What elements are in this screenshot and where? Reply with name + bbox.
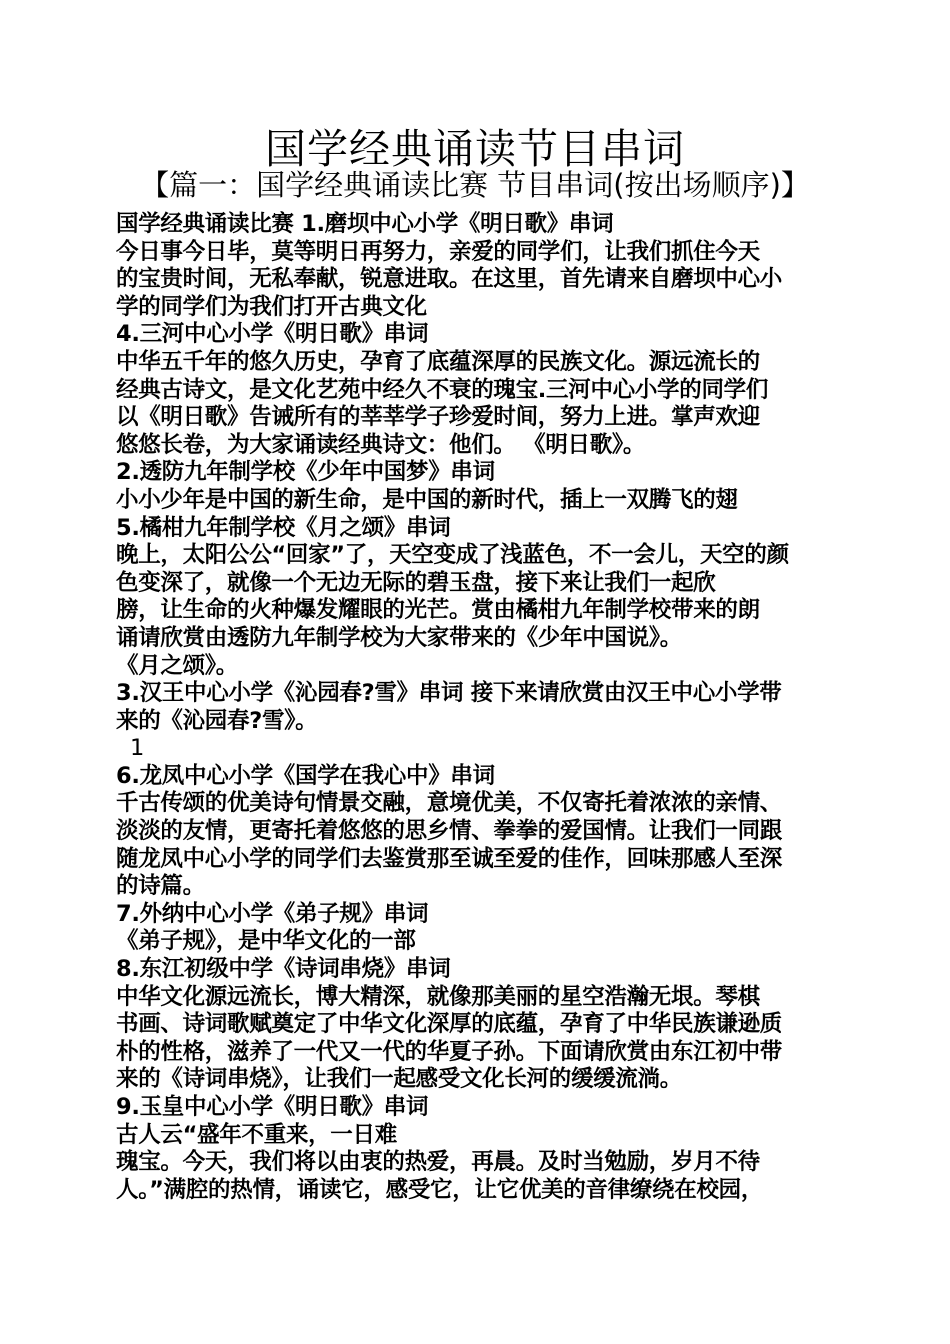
text-line: 6.龙凤中心小学《国学在我心中》串词	[116, 762, 495, 789]
text-line: 瑰宝。今天，我们将以由衷的热爱，再晨。及时当勉励，岁月不待	[116, 1149, 760, 1176]
text-line: 膀，让生命的火种爆发耀眼的光芒。赏由橘柑九年制学校带来的朗	[116, 597, 760, 624]
document-title: 国学经典诵读节目串词	[265, 125, 685, 173]
text-line: 书画、诗词歌赋奠定了中华文化深厚的底蕴，孕育了中华民族谦逊质	[116, 1011, 783, 1038]
text-line: 以《明日歌》告诫所有的莘莘学子珍爱时间，努力上进。掌声欢迎	[116, 404, 760, 431]
text-line: 国学经典诵读比赛 1.磨坝中心小学《明日歌》串词	[116, 211, 614, 237]
text-line: 诵请欣赏由透防九年制学校为大家带来的《少年中国说》。	[116, 624, 682, 651]
text-line: 学的同学们为我们打开古典文化	[116, 293, 427, 320]
text-line: 2.透防九年制学校《少年中国梦》串词	[116, 459, 495, 486]
text-line: 随龙凤中心小学的同学们去鉴赏那至诚至爱的佳作，回味那感人至深	[116, 845, 783, 872]
text-line: 7.外纳中心小学《弟子规》串词	[116, 900, 429, 927]
text-line: 悠悠长卷，为大家诵读经典诗文：他们。 《明日歌》。	[116, 431, 646, 458]
text-line: 9.玉皇中心小学《明日歌》串词	[116, 1094, 429, 1120]
text-line: 《月之颂》。	[116, 652, 238, 679]
text-line: 中华文化源远流长，博大精深，就像那美丽的星空浩瀚无垠。琴棋	[116, 983, 760, 1010]
text-line: 经典古诗文，是文化艺苑中经久不衰的瑰宝.三河中心小学的同学们	[116, 376, 769, 403]
text-line: 来的《诗词串烧》，让我们一起感受文化长河的缓缓流淌。	[116, 1066, 682, 1093]
document-body	[116, 211, 836, 1204]
text-line: 来的《沁园春?雪》。	[116, 707, 318, 734]
text-line: 朴的性格，滋养了一代又一代的华夏子孙。下面请欣赏由东江初中带	[116, 1038, 783, 1065]
text-line: 的诗篇。	[116, 873, 205, 900]
text-line: 淡淡的友情，更寄托着悠悠的思乡情、拳拳的爱国情。让我们一同跟	[116, 818, 783, 845]
text-line: 中华五千年的悠久历史，孕育了底蕴深厚的民族文化。源远流长的	[116, 348, 760, 375]
text-line: 的宝贵时间，无私奉献，锐意进取。在这里，首先请来自磨坝中心小	[116, 266, 783, 293]
text-line: 人。”满腔的热情，诵读它，感受它，让它优美的音律缭绕在校园，	[116, 1176, 764, 1203]
text-line: 晚上，太阳公公“回家”了，天空变成了浅蓝色，不一会儿，天空的颜	[116, 542, 789, 569]
text-line: 小小少年是中国的新生命，是中国的新时代，插上一双腾飞的翅	[116, 486, 738, 513]
text-line: 色变深了，就像一个无边无际的碧玉盘，接下来让我们一起欣	[116, 569, 716, 596]
text-line: 《弟子规》，是中华文化的一部	[116, 928, 416, 955]
text-line: 8.东江初级中学《诗词串烧》串词	[116, 956, 451, 983]
text-line: 千古传颂的优美诗句情景交融，意境优美，不仅寄托着浓浓的亲情、	[116, 790, 783, 817]
page-number: 1	[130, 735, 145, 762]
text-line: 古人云“盛年不重来，一日难	[116, 1121, 397, 1148]
text-line: 4.三河中心小学《明日歌》串词	[116, 321, 429, 348]
text-line: 5.橘柑九年制学校《月之颂》串词	[116, 514, 451, 541]
text-line: 今日事今日毕，莫等明日再努力，亲爱的同学们，让我们抓住今天	[116, 238, 760, 265]
text-line: 3.汉王中心小学《沁园春?雪》串词 接下来请欣赏由汉王中心小学带	[116, 680, 782, 707]
document-subtitle: 【篇一：国学经典诵读比赛 节目串词(按出场顺序)】	[140, 168, 810, 202]
